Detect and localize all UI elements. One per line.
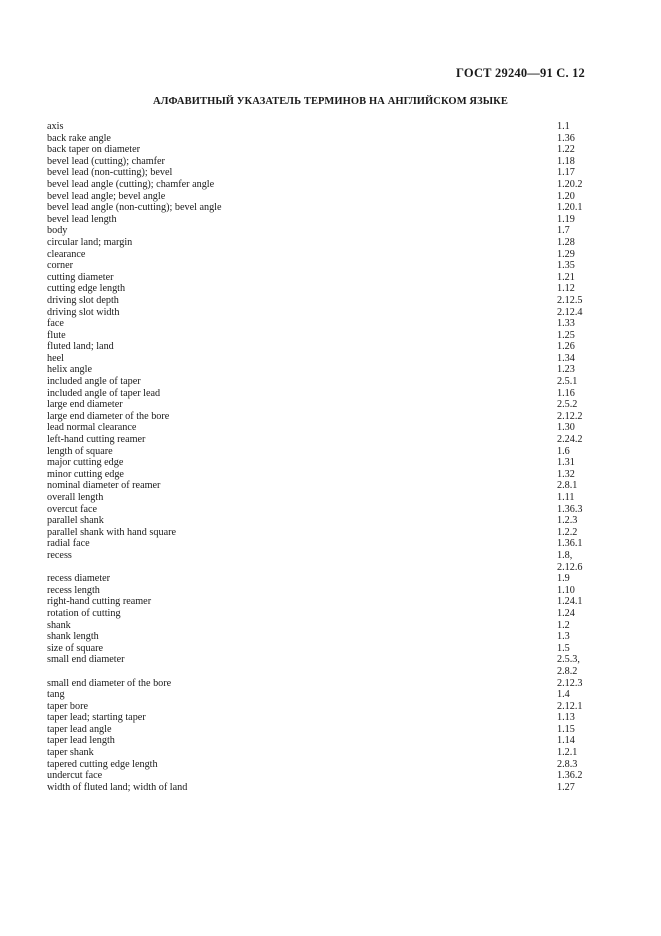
index-ref-number: 2.12.4: [557, 306, 583, 318]
index-term: fluted land; land: [47, 341, 114, 353]
index-ref-number: 1.21: [557, 271, 575, 283]
index-ref-number: 1.28: [557, 236, 575, 248]
index-ref-number: 1.30: [557, 422, 575, 434]
index-refs: [557, 527, 607, 539]
index-ref-number: 1.15: [557, 723, 575, 735]
index-refs: [557, 724, 607, 736]
index-refs: [557, 295, 607, 307]
index-refs: [557, 480, 607, 492]
index-entry: [47, 504, 607, 516]
index-ref-number: 1.7: [557, 225, 570, 237]
index-refs: [557, 318, 607, 330]
index-entry: [47, 643, 607, 655]
index-refs: [557, 770, 607, 782]
index-entry: [47, 747, 607, 759]
index-ref-number: 1.19: [557, 213, 575, 225]
index-term: taper bore: [47, 700, 89, 712]
index-term: clearance: [47, 248, 86, 260]
index-entry: [47, 585, 607, 597]
index-ref-number: 2.8.3: [557, 758, 578, 770]
index-entry: [47, 283, 607, 295]
index-ref-number: 1.13: [557, 712, 575, 724]
index-ref-number: 2.5.3,: [557, 654, 580, 666]
index-ref-number: 1.16: [557, 387, 575, 399]
index-entry: [47, 225, 607, 237]
index-term: overall length: [47, 492, 104, 503]
index-entry: [47, 330, 607, 342]
index-term: parallel shank: [47, 515, 104, 527]
index-ref-number: 1.29: [557, 248, 575, 260]
index-entry: [47, 364, 607, 376]
index-entry: [47, 446, 607, 458]
index-ref-number: 2.5.2: [557, 399, 578, 411]
index-entry: [47, 260, 607, 272]
index-refs: [557, 364, 607, 376]
index-entry: [47, 712, 607, 724]
index-entry: [47, 735, 607, 747]
index-refs: [557, 689, 607, 701]
index-refs: [557, 469, 607, 481]
index-refs: [557, 538, 607, 550]
term-index-list: [47, 121, 607, 793]
index-ref-number: 1.17: [557, 167, 575, 179]
index-term: radial face: [47, 538, 90, 550]
index-entry: [47, 538, 607, 550]
index-term: bevel lead angle (cutting); chamfer angle: [47, 178, 215, 190]
index-term: circular land; margin: [47, 236, 133, 248]
index-refs: [557, 330, 607, 342]
index-ref-number: 1.2.1: [557, 747, 578, 759]
index-refs: [557, 620, 607, 632]
index-term: bevel lead angle (non-cutting); bevel angle: [47, 202, 222, 214]
index-term: major cutting edge: [47, 457, 124, 469]
index-ref-number: 1.20.2: [557, 178, 583, 190]
index-entry: [47, 156, 607, 168]
index-entry: [47, 318, 607, 330]
index-refs: [557, 388, 607, 400]
index-entry: [47, 678, 607, 690]
index-ref-number: 1.31: [557, 457, 575, 469]
index-entry: [47, 202, 607, 214]
index-entry: [47, 249, 607, 261]
index-refs: [557, 272, 607, 284]
index-refs: [557, 457, 607, 469]
index-term: shank: [47, 619, 71, 631]
index-refs: [557, 596, 607, 608]
index-entry: [47, 631, 607, 643]
index-term: taper lead; starting taper: [47, 712, 146, 724]
index-term: size of square: [47, 642, 104, 654]
index-refs: [557, 144, 607, 156]
index-entry: [47, 550, 607, 573]
index-term: driving slot width: [47, 306, 120, 318]
index-term: undercut face: [47, 770, 103, 782]
index-refs: [557, 759, 607, 771]
index-term: back rake angle: [47, 132, 111, 144]
index-term: recess length: [47, 584, 100, 596]
index-entry: [47, 179, 607, 191]
index-ref-number: 1.1: [557, 121, 570, 132]
index-term: width of fluted land; width of land: [47, 781, 188, 793]
index-ref-number: 2.12.2: [557, 410, 583, 422]
index-entry: [47, 620, 607, 632]
index-entry: [47, 388, 607, 400]
index-refs: [557, 492, 607, 504]
index-entry: [47, 191, 607, 203]
index-entry: [47, 654, 607, 677]
page-header-standard: ГОСТ 29240—91 С. 12: [456, 66, 585, 80]
index-term: corner: [47, 260, 74, 272]
index-term: lead normal clearance: [47, 422, 137, 434]
index-entry: [47, 341, 607, 353]
index-refs: [557, 307, 607, 319]
index-ref-number: 2.8.1: [557, 480, 578, 492]
index-ref-number: 1.24.1: [557, 596, 583, 608]
index-entry: [47, 770, 607, 782]
index-ref-number: 1.24: [557, 607, 575, 619]
index-entry: [47, 422, 607, 434]
index-ref-number: 1.6: [557, 445, 570, 457]
index-term: cutting edge length: [47, 283, 126, 295]
index-entry: [47, 759, 607, 771]
index-term: tapered cutting edge length: [47, 758, 158, 770]
index-ref-number: 1.33: [557, 318, 575, 330]
index-entry: [47, 272, 607, 284]
index-ref-number: 1.4: [557, 689, 570, 701]
index-term: overcut face: [47, 503, 98, 515]
index-term: body: [47, 225, 68, 237]
index-entry: [47, 399, 607, 411]
index-refs: [557, 156, 607, 168]
index-ref-number: 1.9: [557, 573, 570, 585]
index-ref-number: 1.2.2: [557, 526, 578, 538]
index-term: shank length: [47, 631, 99, 643]
index-term: recess diameter: [47, 573, 111, 585]
index-ref-number: 1.2: [557, 619, 570, 631]
index-ref-number: 1.5: [557, 642, 570, 654]
index-ref-number: 1.32: [557, 468, 575, 480]
index-term: nominal diameter of reamer: [47, 480, 161, 492]
index-ref-number: 2.12.6: [557, 561, 583, 573]
index-refs: [557, 202, 607, 214]
index-entry: [47, 376, 607, 388]
index-term: taper lead angle: [47, 723, 112, 735]
index-term: minor cutting edge: [47, 468, 124, 480]
index-entry: [47, 492, 607, 504]
index-refs: [557, 353, 607, 365]
index-entry: [47, 411, 607, 423]
index-refs: [557, 643, 607, 655]
index-entry: [47, 167, 607, 179]
index-term: tang: [47, 689, 65, 701]
index-refs: [557, 446, 607, 458]
index-ref-number: 2.24.2: [557, 434, 583, 446]
index-entry: [47, 596, 607, 608]
index-refs: [557, 782, 607, 794]
index-refs: [557, 411, 607, 423]
index-refs: [557, 249, 607, 261]
index-term: large end diameter of the bore: [47, 410, 170, 422]
index-refs: [557, 283, 607, 295]
index-term: flute: [47, 329, 66, 341]
index-ref-number: 1.18: [557, 155, 575, 167]
index-entry: [47, 573, 607, 585]
index-ref-number: 1.25: [557, 329, 575, 341]
index-refs: [557, 712, 607, 724]
index-term: bevel lead length: [47, 213, 117, 225]
index-refs: [557, 191, 607, 203]
index-refs: [557, 573, 607, 585]
index-ref-number: 1.35: [557, 260, 575, 272]
index-refs: [557, 735, 607, 747]
index-term: helix angle: [47, 364, 92, 376]
index-ref-number: 1.22: [557, 144, 575, 156]
index-term: cutting diameter: [47, 271, 114, 283]
index-term: small end diameter of the bore: [47, 677, 172, 689]
index-refs: [557, 133, 607, 145]
index-ref-number: 1.14: [557, 735, 575, 747]
index-term: rotation of cutting: [47, 607, 121, 619]
index-term: axis: [47, 121, 64, 132]
index-term: length of square: [47, 445, 113, 457]
index-refs: [557, 399, 607, 411]
index-entry: [47, 133, 607, 145]
index-refs: [557, 515, 607, 527]
index-entry: [47, 434, 607, 446]
index-refs: [557, 631, 607, 643]
index-entry: [47, 689, 607, 701]
index-refs: [557, 678, 607, 690]
index-term: taper shank: [47, 747, 94, 759]
index-term: right-hand cutting reamer: [47, 596, 152, 608]
index-refs: [557, 701, 607, 713]
index-term: taper lead length: [47, 735, 115, 747]
index-entry: [47, 724, 607, 736]
index-entry: [47, 701, 607, 713]
index-term: included angle of taper lead: [47, 387, 161, 399]
index-ref-number: 1.36.3: [557, 503, 583, 515]
index-entry: [47, 515, 607, 527]
index-refs: [557, 608, 607, 620]
index-refs: [557, 121, 607, 133]
index-entry: [47, 527, 607, 539]
index-ref-number: 1.27: [557, 781, 575, 793]
index-entry: [47, 353, 607, 365]
index-ref-number: 1.36: [557, 132, 575, 144]
index-ref-number: 2.12.3: [557, 677, 583, 689]
index-refs: [557, 585, 607, 597]
index-refs: [557, 237, 607, 249]
index-ref-number: 2.8.2: [557, 665, 578, 677]
index-ref-number: 1.36.2: [557, 770, 583, 782]
index-ref-number: 1.20.1: [557, 202, 583, 214]
index-ref-number: 1.34: [557, 352, 575, 364]
index-term: parallel shank with hand square: [47, 526, 177, 538]
index-ref-number: 1.23: [557, 364, 575, 376]
index-term: face: [47, 318, 64, 330]
index-entry: [47, 457, 607, 469]
index-refs: [557, 747, 607, 759]
index-refs: [557, 434, 607, 446]
index-title: АЛФАВИТНЫЙ УКАЗАТЕЛЬ ТЕРМИНОВ НА АНГЛИЙСКОМ ЯЗЫКЕ: [153, 96, 508, 107]
index-ref-number: 1.11: [557, 492, 575, 503]
index-refs: [557, 260, 607, 272]
index-refs: [557, 214, 607, 226]
index-ref-number: 2.12.5: [557, 294, 583, 306]
index-term: bevel lead (non-cutting); bevel: [47, 167, 173, 179]
index-term: left-hand cutting reamer: [47, 434, 146, 446]
index-refs: [557, 422, 607, 434]
index-ref-number: 1.3: [557, 631, 570, 643]
index-ref-number: 1.36.1: [557, 538, 583, 550]
index-refs: [557, 341, 607, 353]
index-term: bevel lead (cutting); chamfer: [47, 155, 165, 167]
index-refs: [557, 179, 607, 191]
index-term: recess: [47, 549, 72, 561]
index-entry: [47, 782, 607, 794]
index-term: heel: [47, 352, 64, 364]
index-entry: [47, 469, 607, 481]
index-entry: [47, 214, 607, 226]
index-term: driving slot depth: [47, 294, 119, 306]
index-ref-number: 2.12.1: [557, 700, 583, 712]
index-term: large end diameter: [47, 399, 123, 411]
index-ref-number: 1.8,: [557, 549, 573, 561]
index-term: bevel lead angle; bevel angle: [47, 190, 166, 202]
index-term: included angle of taper: [47, 376, 141, 388]
index-entry: [47, 608, 607, 620]
index-refs: [557, 654, 607, 677]
index-refs: [557, 225, 607, 237]
index-ref-number: 1.10: [557, 584, 575, 596]
index-ref-number: 1.20: [557, 190, 575, 202]
index-entry: [47, 237, 607, 249]
index-refs: [557, 504, 607, 516]
index-refs: [557, 550, 607, 573]
index-term: small end diameter: [47, 654, 125, 666]
index-entry: [47, 480, 607, 492]
index-entry: [47, 121, 607, 133]
index-entry: [47, 144, 607, 156]
index-entry: [47, 295, 607, 307]
index-ref-number: 1.26: [557, 341, 575, 353]
index-ref-number: 1.12: [557, 283, 575, 295]
index-term: back taper on diameter: [47, 144, 141, 156]
index-entry: [47, 307, 607, 319]
index-ref-number: 1.2.3: [557, 515, 578, 527]
index-refs: [557, 167, 607, 179]
index-ref-number: 2.5.1: [557, 376, 578, 388]
index-refs: [557, 376, 607, 388]
